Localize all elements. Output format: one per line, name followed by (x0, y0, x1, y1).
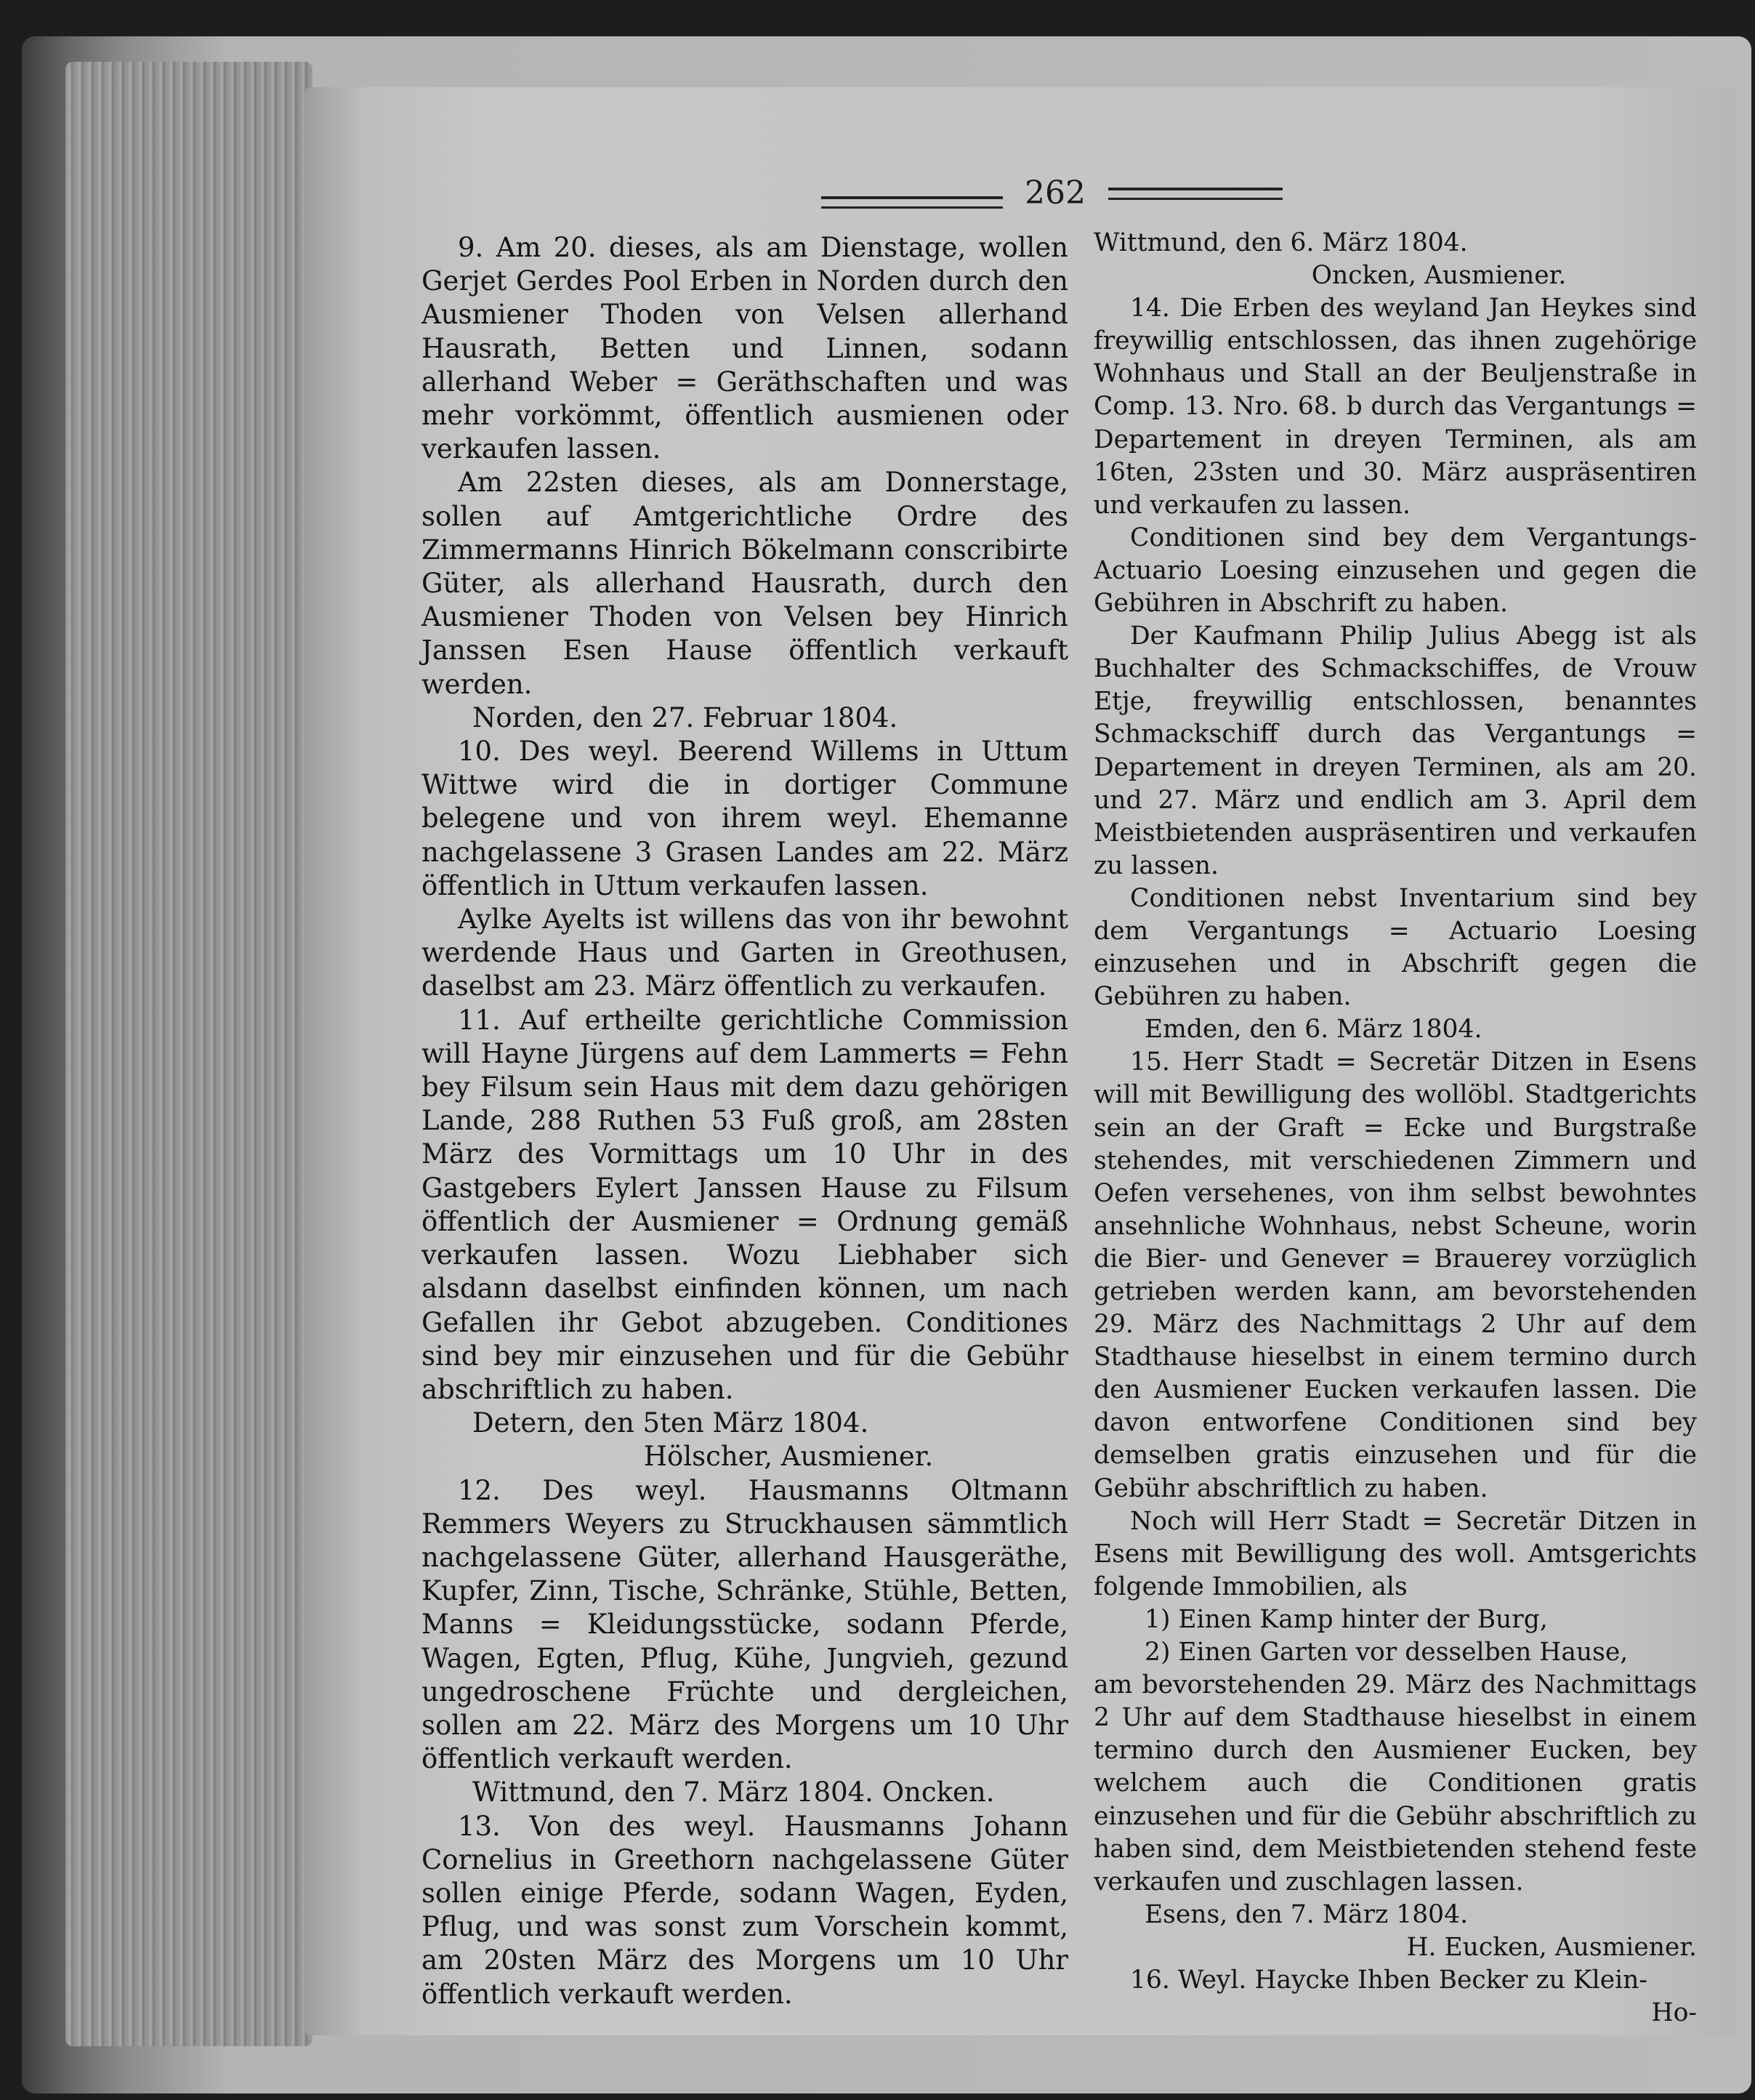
page-edges (65, 62, 312, 2046)
right-column-list-item-9: 1) Einen Kamp hinter der Burg, (1145, 1604, 1548, 1634)
right-column-sig-right-15: Ho- (1651, 1998, 1697, 2028)
right-column-para-7: 15. Herr Stadt = Secretär Ditzen in Esens will mit Bewilligung des wollöbl. Stadtgerichts sein an der Graft = Ecke und Burgstraße stehendes, mit verschiedenen Zimmern und Oefen versehenes, von ihm selbst bewohntes ansehnliche Wohnhaus, nebst Scheune, worin die Bier- und Genever = Brauerey vorzüglich getrieben werden kann, am bevorstehenden 29. März des Nachmittags 2 Uhr auf dem Stadthause hieselbst in einem termino durch den Ausmiener Eucken verkaufen lassen. Die davon entworfene Conditionen sind bey demselben gratis einzusehen und für die Gebühr abschriftlich zu haben. (1094, 1047, 1697, 1503)
header-rule-left (821, 196, 1003, 209)
right-column-para-8: Noch will Herr Stadt = Secretär Ditzen in Esens mit Bewilligung des woll. Amtsgerichts folgende Immobilien, als (1094, 1506, 1697, 1601)
right-text-column (1094, 227, 1697, 2029)
left-column-para-4: Aylke Ayelts ist willens das von ihr bewohnt werdende Haus und Garten in Greothusen, daselbst am 23. März öffentlich zu verkaufen. (421, 904, 1068, 1002)
right-column-para-3: Conditionen sind bey dem Vergantungs-Actuario Loesing einzusehen und gegen die Gebühren in Abschrift zu haben. (1094, 523, 1697, 619)
left-column-para-1: Am 22sten dieses, als am Donnerstage, sollen auf Amtgerichtliche Ordre des Zimmermanns Hinrich Bökelmann conscribirte Güter, als allerhand Hausrath, durch den Ausmiener Thoden von Velsen bey Hinrich Janssen Esen Hause öffentlich verkauft werden. (421, 467, 1068, 700)
right-column-place-6: Emden, den 6. März 1804. (1145, 1015, 1482, 1045)
left-column-place-6: Detern, den 5ten März 1804. (472, 1407, 869, 1439)
header-rule-right (1108, 188, 1283, 200)
right-column-para-4: Der Kaufmann Philip Julius Abegg ist als Buchhalter des Schmackschiffes, de Vrouw Etje, freywillig entschlossen, benanntes Schmackschiff durch das Vergantungs = Departement in dreyen Terminen, als am 20. und 27. März und endlich am 3. April dem Meistbietenden auspräsentiren und verkaufen zu lassen. (1094, 621, 1697, 880)
left-column-para-0: 9. Am 20. dieses, als am Dienstage, wollen Gerjet Gerdes Pool Erben in Norden durch den Ausmiener Thoden von Velsen allerhand Hausrath, Betten und Linnen, sodann allerhand Weber = Geräthschaften und was mehr vorkömmt, öffentlich ausmienen oder verkaufen lassen. (421, 232, 1068, 465)
right-column-sig-center-1: Oncken, Ausmiener. (1311, 261, 1567, 291)
left-column-para-3: 10. Des weyl. Beerend Willems in Uttum Wittwe wird die in dortiger Commune belegene und von ihrem weyl. Ehemanne nachgelassene 3 Grasen Landes am 22. März öffentlich in Uttum verkaufen lassen. (421, 736, 1068, 901)
left-column-place-9: Wittmund, den 7. März 1804. Oncken. (472, 1777, 995, 1809)
right-column-para-14: 16. Weyl. Haycke Ihben Becker zu Klein- (1130, 1965, 1648, 1995)
left-text-column (421, 231, 1068, 2011)
left-column-para-10: 13. Von des weyl. Hausmanns Johann Cornelius in Greethorn nachgelassene Güter sollen einige Pferde, sodann Wagen, Eyden, Pflug, und was sonst zum Vorschein kommt, am 20sten März des Morgens um 10 Uhr öffentlich verkauft werden. (421, 1810, 1068, 2010)
right-column-sig-right-13: H. Eucken, Ausmiener. (1406, 1932, 1697, 1962)
right-column-plain-11: am bevorstehenden 29. März des Nachmittags 2 Uhr auf dem Stadthause hieselbst in einem termino durch den Ausmiener Eucken, bey welchem auch die Conditionen gratis einzusehen und für die Gebühr abschriftlich zu haben sind, dem Meistbietenden stehend feste verkaufen und zuschlagen lassen. (1094, 1670, 1697, 1896)
left-column-para-8: 12. Des weyl. Hausmanns Oltmann Remmers Weyers zu Struckhausen sämmtlich nachgelassene Güter, allerhand Hausgeräthe, Kupfer, Zinn, Tische, Schränke, Stühle, Betten, Manns = Kleidungsstücke, sodann Pferde, Wagen, Egten, Pflug, Kühe, Jungvieh, gezund ungedroschene Früchte und dergleichen, sollen am 22. März des Morgens um 10 Uhr öffentlich verkauft werden. (421, 1474, 1068, 1775)
page-number: 262 (1025, 174, 1086, 212)
right-column-plain-0: Wittmund, den 6. März 1804. (1094, 228, 1468, 257)
right-column-para-5: Conditionen nebst Inventarium sind bey dem Vergantungs = Actuario Loesing einzusehen und in Abschrift gegen die Gebühren zu haben. (1094, 883, 1697, 1012)
right-column-list-item-10: 2) Einen Garten vor desselben Hause, (1145, 1638, 1629, 1667)
right-column-para-2: 14. Die Erben des weyland Jan Heykes sind freywillig entschlossen, das ihnen zugehörige Wohnhaus und Stall an der Beuljenstraße in Comp. 13. Nro. 68. b durch das Vergantungs = Departement in dreyen Terminen, als am 16ten, 23sten und 30. März auspräsentiren und verkaufen zu lassen. (1094, 294, 1697, 520)
right-column-place-12: Esens, den 7. März 1804. (1145, 1899, 1469, 1929)
left-column-place-2: Norden, den 27. Februar 1804. (472, 701, 898, 733)
left-column-sig-center-7: Hölscher, Ausmiener. (643, 1441, 934, 1473)
left-column-para-5: 11. Auf ertheilte gerichtliche Commission will Hayne Jürgens auf dem Lammerts = Fehn bey Filsum sein Haus mit dem dazu gehörigen Lande, 288 Ruthen 53 Fuß groß, am 28sten März des Vormittags um 10 Uhr in des Gastgebers Eylert Janssen Hause zu Filsum öffentlich der Ausmiener = Ordnung gemäß verkaufen lassen. Wozu Liebhaber sich alsdann daselbst einfinden können, um nach Gefallen ihr Gebot abzugeben. Conditiones sind bey mir einzusehen und für die Gebühr abschriftlich zu haben. (421, 1004, 1068, 1405)
